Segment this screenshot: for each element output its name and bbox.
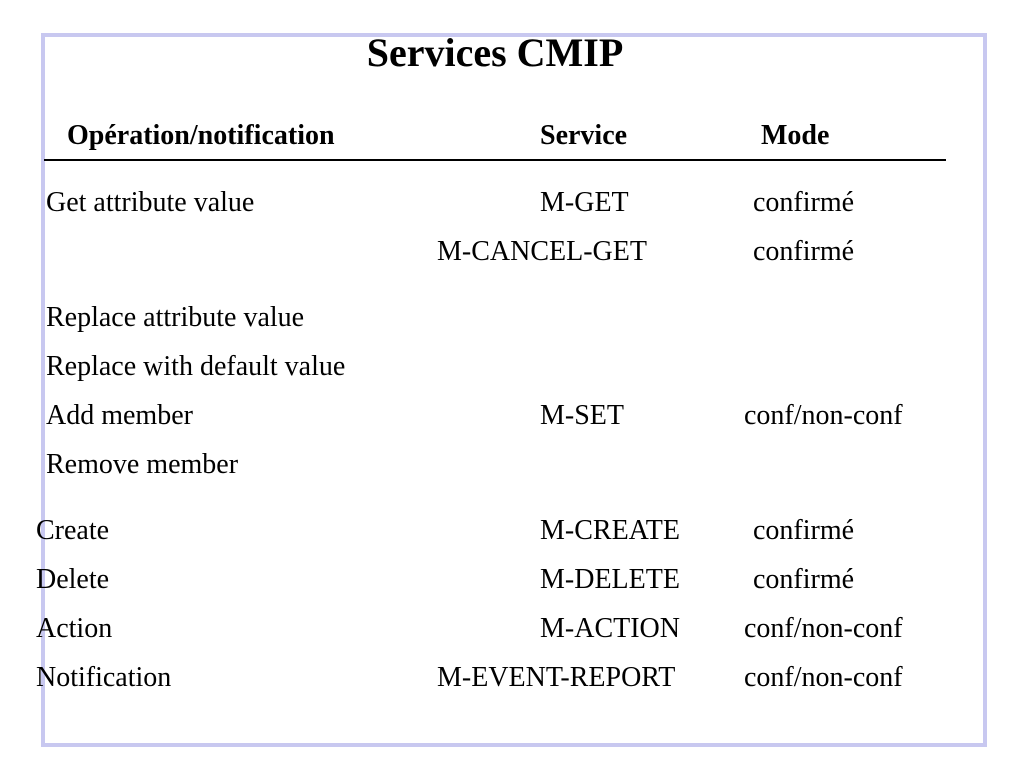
row-service: M-GET (540, 187, 629, 218)
row-operation: Remove member (46, 449, 239, 480)
row-operation: Notification (36, 662, 172, 693)
row-mode: confirmé (753, 187, 855, 218)
row-operation: Create (36, 515, 110, 546)
row-operation: Action (36, 613, 113, 644)
row-operation: Replace attribute value (46, 302, 305, 333)
row-mode: confirmé (753, 236, 855, 267)
row-service: M-DELETE (540, 564, 680, 595)
row-mode: confirmé (753, 515, 855, 546)
row-operation: Replace with default value (46, 351, 346, 382)
row-service: M-ACTION (540, 613, 680, 644)
row-mode: conf/non-conf (744, 613, 903, 644)
row-mode: conf/non-conf (744, 662, 903, 693)
row-mode: conf/non-conf (744, 400, 903, 431)
row-operation: Add member (46, 400, 193, 431)
header-operation: Opération/notification (67, 120, 335, 151)
row-operation: Get attribute value (46, 187, 255, 218)
row-service: M-CREATE (540, 515, 680, 546)
header-divider (44, 159, 946, 161)
row-service: M-CANCEL-GET (437, 236, 647, 267)
row-operation: Delete (36, 564, 110, 595)
row-service: M-SET (540, 400, 624, 431)
row-mode: confirmé (753, 564, 855, 595)
header-service: Service (540, 120, 628, 151)
header-mode: Mode (761, 120, 830, 151)
slide-title: Services CMIP (366, 30, 624, 75)
row-service: M-EVENT-REPORT (437, 662, 676, 693)
